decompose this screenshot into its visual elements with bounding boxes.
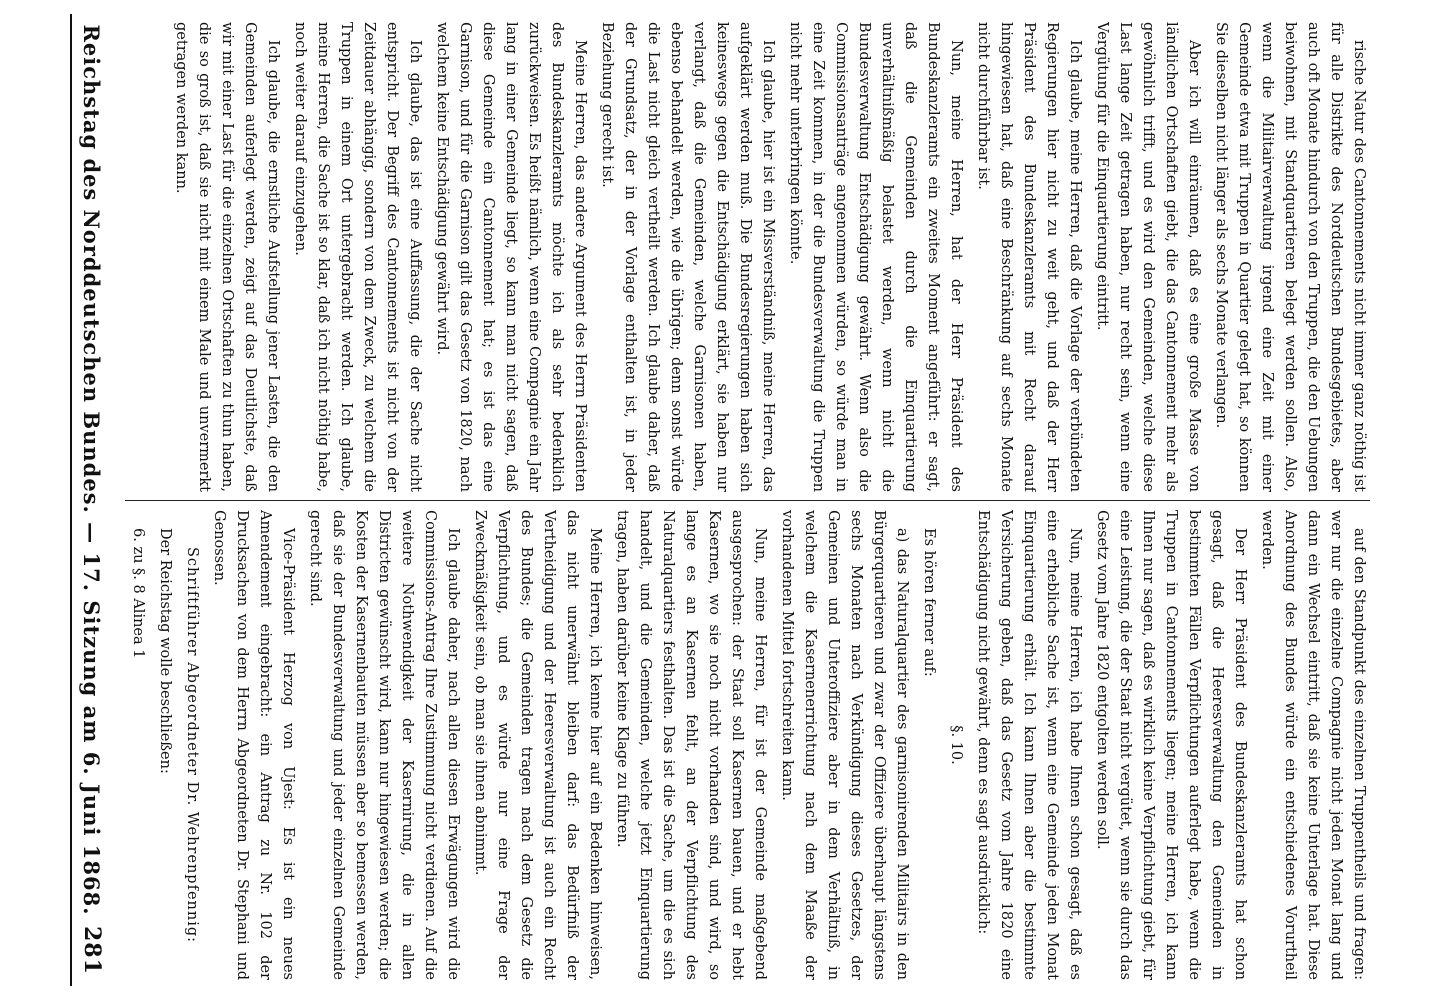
paragraph <box>120 510 122 980</box>
page-header <box>70 14 112 986</box>
paragraph: Nun, meine Herren, hat der Herr Präsident des Bundeskanzleramts ein zweites Moment angeführt: er sagt, daß die Gemeinden durch die Einquartierung unverhältnißmäßig belastet werden, wenn nicht die Bundesverwaltung Entschädigung gewährt. Wenn also die Commissionsanträge angenommen würden, so würde man in eine Zeit kommen, in der die Bundesverwaltung die Truppen nicht mehr unterbringen könnte. <box>787 22 964 492</box>
law-excerpt: a) das Naturalquartier des garnisonirenden Militairs in den Bürgerquartieren und zwar der Offiziere überhaupt längstens sechs Monaten nach Verkündigung dieses Gesetzes, der Gemeinen und Unteroffiziere aber in dem Verhältniß, in welchem die Kasernenerrichtung nach dem Maaße der vorhandenen Mittel fortschreiten kann. <box>779 510 910 980</box>
paragraph: Meine Herren, ich kenne hier auf ein Bedenken hinweisen, das nicht unerwähnt bleiben darf: das Bedürfniß der Vertheidigung und der Heeresverwaltung ist auch ein Recht des Bundes; die Gemeinden tragen nach dem Gesetz die Verpflichtung, und es würde nur eine Frage der Zweckmäßigkeit sein, ob man sie ihnen abnimmt. <box>472 510 603 980</box>
motion-heading: Schriftführer Abgeordneter Dr. Wehrenpfennig: <box>184 546 200 944</box>
paragraph: Ich glaube, die ernstliche Aufstellung jener Lasten, die den Gemeinden auferlegt werden, zeigt auf das Deutlichste, daß wir mit einer Last für die einzelnen Ortschaften zu thun haben, die so groß ist, daß sie nicht mit einem Male und unvermerkt getragen werden kann. <box>173 22 281 492</box>
paragraph: Nun, meine Herren, ich habe Ihnen schon gesagt, daß es eine erhebliche Sache ist, wenn eine Gemeinde jeden Monat Einquartierung erhält. Ich kann Ihnen aber die bestimmte Versicherung geben, daß das Gesetz vom Jahre 1820 eine Entschädigung nicht gewährt, denn es sagt ausdrücklich: <box>975 510 1083 980</box>
column-divider <box>125 500 1370 501</box>
paragraph: Ich glaube daher, nach allen diesen Erwägungen wird die Commissions-Antrag Ihre Zustimmung nicht verdienen. Auf die weitere Nothwendigkeit der Kasernirung, die in allen Districten gewünscht wird, kann nur hingewiesen werden; die Kosten der Kasernenbauten müssen aber so bemessen werden, daß sie der Bundesverwaltung und jeder einzelnen Gemeinde gerecht sind. <box>307 510 461 980</box>
text-column-right <box>120 510 1370 980</box>
paragraph: auf den Standpunkt des einzelnen Truppentheils und fragen: wer nur die einzelne Compagnie nicht jeden Monat lang und dann ein Wechsel eintritt, daß sie keine Unterlage hat. Diese Anordnung des Bundes würde ein entschiedenes Vorurtheil werden. <box>1259 510 1367 980</box>
paragraph: rische Natur des Cantonnements nicht immer ganz nöthig ist für alle Distrikte des Norddeutschen Bundesgebietes, aber auch oft Monate hindurch von den Truppen, die den Uebungen beiwohnen, mit Standquartieren belegt werden sollen. Also, wenn die Militairverwaltung irgend eine Zeit mit einer Gemeinde etwa mit Truppen in Quartier gelegt hat, so können Sie dieselben nicht länger als sechs Monate verlangen. <box>1213 22 1367 492</box>
paragraph: Aber ich will einräumen, daß es eine große Masse von ländlichen Ortschaften giebt, die das Cantonnement mehr als gewöhnlich trifft, und es wird den Gemeinden, welche diese Last lange Zeit getragen haben, nur recht sein, wenn eine Vergütung für die Einquartierung eintritt. <box>1094 22 1202 492</box>
section-mark: §. 10. <box>948 725 964 765</box>
page-title: Reichstag des Norddeutschen Bundes. — 17. Sitzung am 6. Juni 1868. <box>79 24 105 916</box>
paragraph: Der Reichstag wolle beschließen: <box>157 528 173 774</box>
paragraph: 6. zu §. 8 Alinea 1 <box>130 528 146 659</box>
paragraph: Der Herr Präsident des Bundeskanzleramts hat schon gesagt, daß die Heeresverwaltung den Gemeinden in bestimmten Fällen Verpflichtungen auferlegt habe, wenn die Truppen in Cantonnements liegen; meine Herren, ich kann Ihnen nur sagen, daß es wirklich keine Verpflichtung giebt, für eine Leistung, die der Staat nicht vergütet, wenn sie durch das Gesetz vom Jahre 1820 entgolten werden soll. <box>1094 510 1248 980</box>
paragraph: Vice-Präsident Herzog von Ujest: Es ist ein neues Amendement eingebracht: ein Antrag zu Nr. 102 der Drucksachen von dem Herrn Abgeordneten Dr. Stephani und Genossen. <box>211 510 296 980</box>
page-number: 281 <box>79 926 105 975</box>
paragraph: Es hören ferner auf: <box>921 528 937 677</box>
text-column-left <box>120 22 1370 492</box>
paragraph: Ich glaube, hier ist ein Missverständniß, meine Herren, das aufgeklärt werden muß. Die Bundesregierungen haben sich keineswegs gegen die Entschädigung erklärt, sie haben nur verlangt, daß die Gemeinden, welche Garnisonen haben, ebenso behandelt werden, wie die übrigen; denn sonst würde die Last nicht gleich vertheilt werden. Ich glaube daher, daß der Grundsatz, der in der Vorlage enthalten ist, in jeder Beziehung gerecht ist. <box>599 22 776 492</box>
paragraph: Ich glaube, meine Herren, daß die Vorlage der verbündeten Regierungen hier nicht zu weit geht, und daß der Herr Präsident des Bundeskanzleramts mit Recht darauf hingewiesen hat, daß eine Beschränkung auf sechs Monate nicht durchführbar ist. <box>975 22 1083 492</box>
paragraph: Ich glaube, das ist eine Auffassung, die der Sache nicht entspricht. Der Begriff des Cantonnements ist nicht von der Zeitdauer abhängig, sondern von dem Zweck, zu welchem die Truppen in einem Ort untergebracht werden. Ich glaube, meine Herren, die Sache ist so klar, daß ich nicht nöthig habe, noch weiter darauf einzugehen. <box>292 22 423 492</box>
paragraph: Meine Herren, das andere Argument des Herrn Präsidenten des Bundeskanzleramts möchte ich als sehr bedenklich zurückweisen. Es heißt nämlich, wenn eine Compagnie ein Jahr lang in einer Gemeinde liegt, so kann man nicht sagen, daß diese Gemeinde ein Cantonnement hat; es ist das eine Garnison, und für die Garnison gilt das Gesetz von 1820, nach welchem keine Entschädigung gewährt wird. <box>434 22 588 492</box>
paragraph: Nun, meine Herren, für ist der Gemeinde maßgebend ausgesprochen: der Staat soll Kasernen bauen, und er hebt Kasernen, wo sie noch nicht vorhanden sind, und wird, so lange es an Kasernen fehlt, an der Verpflichtung des Naturalquartiers festhalten. Das ist die Sache, um die es sich handelt, und die Gemeinden, welche jetzt Einquartierung tragen, haben darüber keine Klage zu führen. <box>614 510 768 980</box>
